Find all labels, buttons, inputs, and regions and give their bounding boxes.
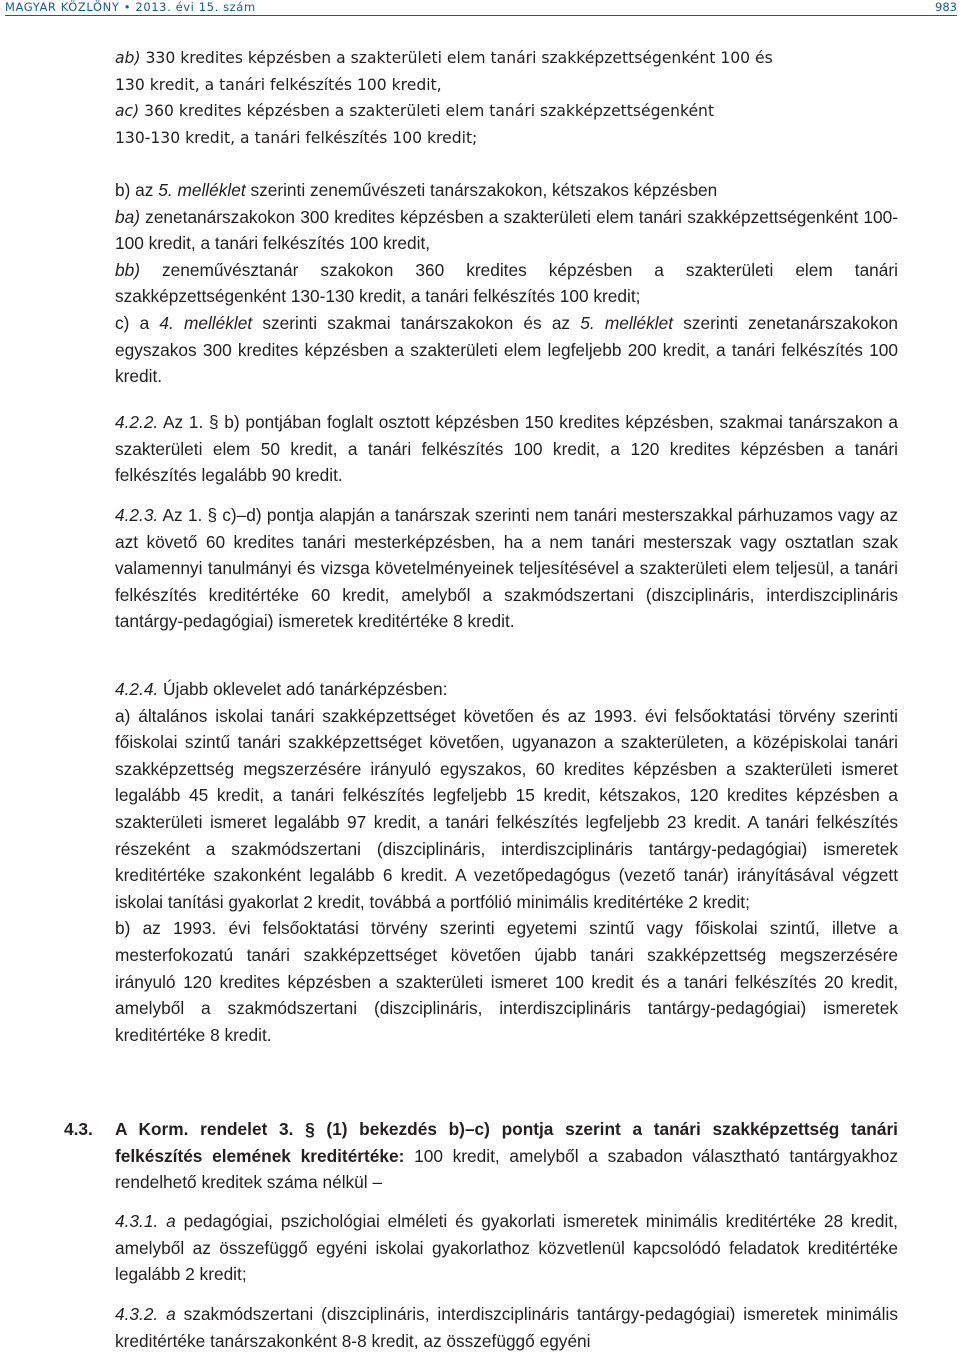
item-c-mid: szerinti szakmai tanárszakokon és az [252, 312, 581, 333]
item-bb [115, 257, 898, 310]
section-4-3-2-number: 4.3.2. [115, 1304, 159, 1324]
item-c-lead: c) a [115, 312, 160, 333]
journal-name: MAGYAR KÖZLÖNY [5, 0, 120, 14]
section-4-2-2 [115, 409, 898, 489]
item-bb-label: bb) [115, 259, 140, 280]
item-ba [115, 204, 898, 257]
item-b [115, 177, 898, 204]
item-c-text: szerinti zenetanárszakokon egyszakos 300 kredites képzésben a szakterületi elem legfeljebb 200 kredit, a tanári felkészítés 100 kredit. [115, 312, 898, 387]
section-4-3-1-text: pedagógiai, pszichológiai elméleti és gyakorlati ismeretek minimális kreditértéke 28 kredit, amelyből az összefüggő egyéni iskolai gyakorlathoz közvetlenül kapcsolódó feladatok kreditértéke legalább 2 kredit; [115, 1211, 898, 1285]
section-4-3-heading: A Korm. rendelet 3. § (1) bekezdés b)–c) pontja szerint a tanári szakképzettség tanári felkészítés elemének kreditértéke: [115, 1119, 898, 1166]
item-c [115, 310, 898, 390]
section-4-3-1 [115, 1208, 898, 1288]
item-ac-line2: 130-130 kredit, a tanári felkészítés 100 kredit; [115, 128, 478, 147]
section-4-2-4-title: Újabb oklevelet adó tanárképzésben: [158, 679, 448, 699]
issue-label: 2013. évi 15. szám [135, 0, 256, 14]
item-bb-text: zeneművésztanár szakokon 360 kredites képzésben a szakterületi elem tanári szakképzettségenként 130-130 kredit, a tanári felkészítés 100 kredit; [115, 259, 898, 307]
section-4-3-2 [115, 1301, 898, 1354]
item-ac-line1: 360 kredites képzésben a szakterületi elem tanári szakképzettségenként [139, 102, 715, 120]
section-4-2-4-b: b) az 1993. évi felsőoktatási törvény szerinti egyetemi szintű vagy főiskolai szintű, illetve a mesterfokozatú tanári szakképzettséget követően újabb tanári szakképzettség megszerzésére irányuló 120 kredites képzésben a szakterületi ismeret 100 kredit és a tanári felkészítés 20 kredit, amelyből a szakmódszertani (diszciplináris, interdiszciplináris tantárgy-pedagógiai) ismeretek kreditértéke 8 kredit. [115, 918, 898, 1045]
item-b-block [115, 177, 898, 390]
bullet-separator: • [123, 0, 132, 14]
header-rule [5, 15, 957, 16]
section-4-2-2-text: Az 1. § b) pontjában foglalt osztott képzésben 150 kredites képzésben, szakmai tanárszakon a szakterületi elem 50 kredit, a tanári felkészítés 100 kredit, a 120 kredites képzésben a tanári felkészítés legalább 90 kredit. [115, 412, 898, 486]
item-b-text: szerinti zeneművészeti tanárszakokon, kétszakos képzésben [245, 180, 718, 200]
section-4-2-4-a: a) általános iskolai tanári szakképzettséget követően és az 1993. évi felsőoktatási törvény szerinti főiskolai szintű tanári szakképzettséget követően, ugyanazon a szakterületen, a középiskolai tanári szakképzettség megszerzésére irányuló egyszakos, 60 kredites képzésben a szakterületi ismeret legalább 45 kredit, a tanári felkészítés legfeljebb 15 kredit, kétszakos, 120 kredites képzésben a szakterületi ismeret legalább 97 kredit, a tanári felkészítés legfeljebb 23 kredit. A tanári felkészítés részeként a szakmódszertani (diszciplináris, interdiszciplináris tantárgy-pedagógiai) ismeretek kreditértéke szakonként legalább 6 kredit. A vezetőpedagógus (vezető tanár) irányításával végzett iskolai tanítási gyakorlat 2 kredit, továbbá a portfólió minimális kreditértéke 2 kredit; [115, 705, 898, 912]
section-4-3 [115, 1116, 898, 1196]
section-4-2-3-text: Az 1. § c)–d) pontja alapján a tanárszak szerinti nem tanári mesterszakkal párhuzamos vagy az azt követő 60 kredites tanári mesterképzésben, ha a nem tanári mesterszak vagy osztatlan szak valamennyi tanulmányi és vizsga követelményeinek teljesítésével a szakterületi elem teljesül, a tanári felkészítés kreditértéke 60 kredit, amelyből a szakmódszertani (diszciplináris, interdiszciplináris tantárgy-pedagógiai) ismeretek kreditértéke 8 kredit. [115, 505, 898, 632]
item-ab-label: ab) [115, 49, 141, 67]
section-4-3-1-number: 4.3.1. [115, 1211, 159, 1231]
running-title [5, 0, 256, 14]
item-ac-label: ac) [115, 102, 140, 120]
section-4-2-2-number: 4.2.2. [115, 412, 159, 432]
section-4-3-number: 4.3. [64, 1119, 93, 1139]
item-ab [115, 45, 898, 98]
section-4-3-2-text: szakmódszertani (diszciplináris, interdiszciplináris tantárgy-pedagógiai) ismeretek minimális kreditértéke tanárszakonként 8-8 kredit, az összefüggő egyéni [115, 1304, 898, 1351]
item-b-lead: b) az [115, 180, 159, 200]
section-4-3-2-article: a [158, 1304, 176, 1324]
annex-5-ref: 5. melléklet [158, 180, 246, 200]
annex-4-ref: 4. melléklet [159, 312, 253, 333]
section-4-2-3 [115, 502, 898, 635]
item-ac [115, 98, 898, 151]
page-header [5, 0, 957, 16]
annex-5-ref-2: 5. melléklet [580, 312, 674, 333]
item-ab-ac [115, 45, 898, 151]
page-number: 983 [935, 0, 957, 14]
section-4-3-1-article: a [158, 1211, 176, 1231]
section-4-2-3-number: 4.2.3. [115, 505, 159, 525]
section-4-3-text: 100 kredit, amelyből a szabadon választható tantárgyakhoz rendelhető kreditek száma nélkül – [115, 1145, 898, 1193]
item-ba-label: ba) [115, 206, 140, 227]
section-4-2-4 [115, 676, 898, 1048]
section-4-2-4-number: 4.2.4. [115, 679, 159, 699]
item-ba-text: zenetanárszakokon 300 kredites képzésben a szakterületi elem tanári szakképzettségenként 100-100 kredit, a tanári felkészítés 100 kredit, [115, 206, 898, 254]
item-ab-line1: 330 kredites képzésben a szakterületi elem tanári szakképzettségenként 100 és [140, 49, 773, 67]
item-ab-line2: 130 kredit, a tanári felkészítés 100 kredit, [115, 75, 442, 94]
